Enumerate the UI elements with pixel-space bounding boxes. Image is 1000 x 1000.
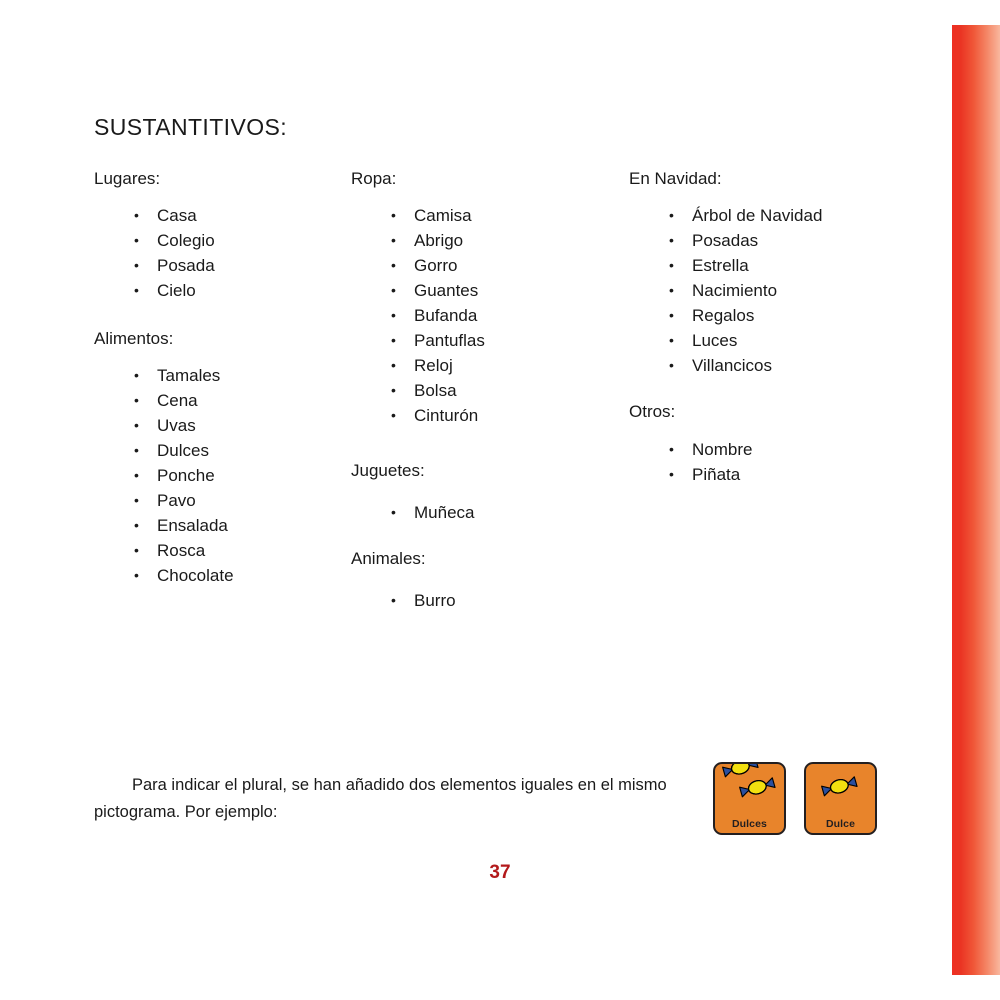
pictogram-card-dulces: [713, 762, 786, 835]
list-item-label: Estrella: [692, 256, 749, 275]
list-item: [351, 253, 621, 278]
list-animales: [351, 588, 621, 613]
list-item-label: Bufanda: [414, 306, 478, 325]
plural-explanation-paragraph: Para indicar el plural, se han añadido dos elementos iguales en el mismo pictograma. Por ejemplo:: [94, 776, 667, 821]
bullet-icon: •: [391, 504, 396, 520]
group-heading-lugares: Lugares:: [94, 169, 161, 188]
bullet-icon: •: [134, 442, 139, 458]
list-item-label: Rosca: [157, 541, 206, 560]
list-item-label: Cena: [157, 391, 198, 410]
bullet-icon: •: [134, 567, 139, 583]
list-item-label: Ensalada: [157, 516, 228, 535]
list-item: [351, 588, 621, 613]
list-item: [94, 228, 344, 253]
bullet-icon: •: [391, 332, 396, 348]
list-item-label: Cinturón: [414, 406, 479, 425]
group-heading-en-navidad: En Navidad:: [629, 169, 722, 188]
group-heading-ropa: Ropa:: [351, 169, 397, 188]
page-number: 37: [489, 862, 511, 883]
bullet-icon: •: [391, 407, 396, 423]
list-item: [629, 462, 929, 487]
bullet-icon: •: [669, 357, 674, 373]
list-item-label: Abrigo: [414, 231, 464, 250]
bullet-icon: •: [669, 282, 674, 298]
list-otros: [629, 437, 929, 487]
list-item-label: Tamales: [157, 366, 221, 385]
two-candies-icon: [715, 764, 784, 816]
list-item-label: Reloj: [414, 356, 453, 375]
list-item-label: Camisa: [414, 206, 472, 225]
list-item: [351, 303, 621, 328]
list-item: [351, 203, 621, 228]
list-item-label: Uvas: [157, 416, 196, 435]
list-item: [94, 278, 344, 303]
list-item-label: Nacimiento: [692, 281, 778, 300]
pictogram-label-dulce: Dulce: [825, 818, 856, 830]
bullet-icon: •: [391, 232, 396, 248]
list-en-navidad: [629, 203, 929, 378]
list-item: [94, 488, 344, 513]
bullet-icon: •: [134, 542, 139, 558]
bullet-icon: •: [391, 282, 396, 298]
list-item-label: Pavo: [157, 491, 196, 510]
list-item-label: Dulces: [157, 441, 209, 460]
list-item-label: Guantes: [414, 281, 479, 300]
content-column-1: [94, 170, 344, 588]
list-item-label: Burro: [414, 591, 456, 610]
list-item-label: Posada: [157, 256, 215, 275]
list-juguetes: [351, 500, 621, 525]
group-juguetes: [351, 462, 621, 525]
bullet-icon: •: [391, 307, 396, 323]
list-item: [94, 538, 344, 563]
pictogram-label-dulces: Dulces: [731, 818, 768, 830]
list-item-label: Muñeca: [414, 503, 475, 522]
bullet-icon: •: [134, 467, 139, 483]
pictogram-examples: [713, 762, 877, 835]
bullet-icon: •: [391, 357, 396, 373]
list-item: [629, 278, 929, 303]
pictogram-card-dulce: [804, 762, 877, 835]
page-title: SUSTANTITIVOS:: [94, 114, 288, 140]
list-item: [629, 228, 929, 253]
list-item: [94, 563, 344, 588]
list-item: [94, 438, 344, 463]
list-item: [351, 353, 621, 378]
bullet-icon: •: [391, 207, 396, 223]
list-item: [94, 513, 344, 538]
bullet-icon: •: [134, 207, 139, 223]
list-item-label: Pantuflas: [414, 331, 485, 350]
list-item: [351, 378, 621, 403]
list-item: [629, 203, 929, 228]
bullet-icon: •: [391, 257, 396, 273]
list-item: [629, 253, 929, 278]
accent-bar-gradient: [952, 25, 1000, 975]
content-column-2: [351, 170, 621, 613]
bullet-icon: •: [134, 417, 139, 433]
bullet-icon: •: [391, 382, 396, 398]
list-item: [94, 203, 344, 228]
accent-bar: [952, 25, 1000, 975]
list-item-label: Gorro: [414, 256, 458, 275]
bullet-icon: •: [391, 592, 396, 608]
bullet-icon: •: [134, 232, 139, 248]
list-item: [629, 353, 929, 378]
list-item-label: Piñata: [692, 465, 741, 484]
list-item-label: Colegio: [157, 231, 215, 250]
list-ropa: [351, 203, 621, 428]
group-otros: [629, 403, 929, 487]
list-item: [351, 228, 621, 253]
list-lugares: [94, 203, 344, 303]
list-item: [94, 413, 344, 438]
list-item: [94, 363, 344, 388]
list-item: [351, 278, 621, 303]
list-item: [629, 437, 929, 462]
list-item: [629, 328, 929, 353]
list-item: [629, 303, 929, 328]
list-item-label: Chocolate: [157, 566, 234, 585]
group-ropa: [351, 170, 621, 428]
group-alimentos: [94, 330, 344, 588]
list-item-label: Ponche: [157, 466, 215, 485]
list-item-label: Villancicos: [692, 356, 773, 375]
group-heading-alimentos: Alimentos:: [94, 329, 174, 348]
bullet-icon: •: [669, 232, 674, 248]
group-en-navidad: [629, 170, 929, 378]
list-item: [94, 253, 344, 278]
list-alimentos: [94, 363, 344, 588]
bullet-icon: •: [134, 257, 139, 273]
list-item-label: Posadas: [692, 231, 759, 250]
group-animales: [351, 550, 621, 613]
bullet-icon: •: [134, 517, 139, 533]
group-lugares: [94, 170, 344, 303]
list-item: [351, 500, 621, 525]
bullet-icon: •: [669, 207, 674, 223]
group-heading-juguetes: Juguetes:: [351, 461, 425, 480]
list-item-label: Regalos: [692, 306, 755, 325]
list-item-label: Casa: [157, 206, 197, 225]
bullet-icon: •: [134, 492, 139, 508]
bullet-icon: •: [134, 392, 139, 408]
bullet-icon: •: [669, 332, 674, 348]
list-item: [94, 388, 344, 413]
one-candy-icon: [806, 764, 875, 816]
list-item-label: Árbol de Navidad: [692, 206, 823, 225]
list-item-label: Cielo: [157, 281, 196, 300]
content-column-3: [629, 170, 929, 487]
bullet-icon: •: [669, 466, 674, 482]
bullet-icon: •: [669, 307, 674, 323]
bullet-icon: •: [669, 441, 674, 457]
group-heading-animales: Animales:: [351, 549, 426, 568]
bullet-icon: •: [669, 257, 674, 273]
bullet-icon: •: [134, 367, 139, 383]
list-item-label: Nombre: [692, 440, 753, 459]
list-item: [94, 463, 344, 488]
bullet-icon: •: [134, 282, 139, 298]
list-item-label: Luces: [692, 331, 738, 350]
list-item-label: Bolsa: [414, 381, 457, 400]
list-item: [351, 328, 621, 353]
list-item: [351, 403, 621, 428]
group-heading-otros: Otros:: [629, 402, 676, 421]
